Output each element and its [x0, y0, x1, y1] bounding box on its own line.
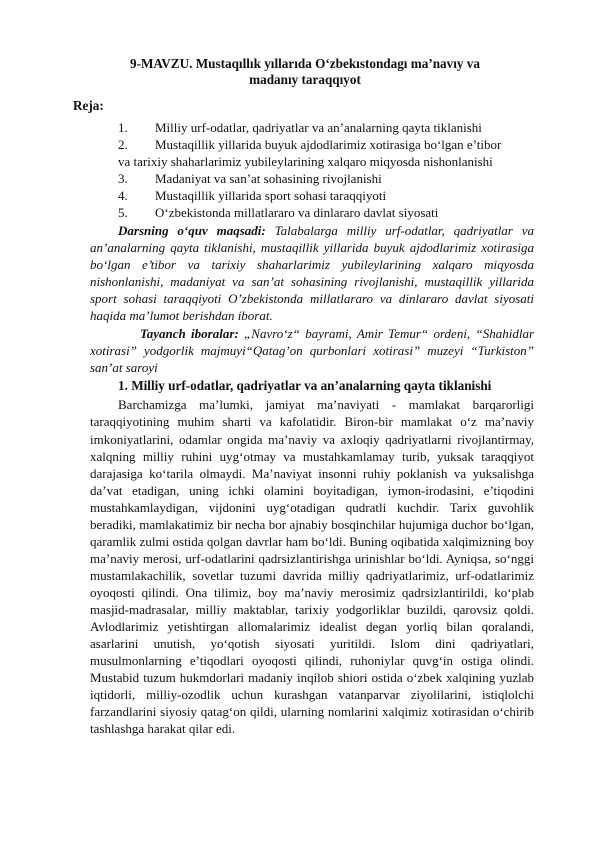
plan-item-continuation	[90, 153, 534, 170]
title-line-1: 9-MAVZU. Mustaqıllık yıllarıda O‘zbekıstondagı ma’navıy va	[130, 56, 480, 71]
plan-item	[90, 119, 534, 136]
plan-item	[90, 204, 534, 221]
plan-heading: Reja:	[73, 98, 104, 113]
key-terms-label: Tayanch iboralar:	[140, 326, 239, 342]
plan-item-text: Madaniyat va san’at sohasining rivojlanishi	[155, 171, 382, 186]
plan-item-text: Mustaqillik yillarida buyuk ajdodlarimiz xotirasiga bo‘lgan e’tibor	[155, 137, 502, 152]
lesson-goal-paragraph	[90, 222, 534, 324]
plan-item-number: 3.	[118, 171, 128, 186]
plan-list	[90, 119, 534, 221]
plan-item-number: 4.	[118, 188, 128, 203]
key-terms-text: „Navro‘z“ bayrami, Amir Temur“ ordeni, “Shahidlar xotirasi” yodgorlik majmuyi“Qatag’on qurbonlari xotirasi” muzeyi “Turkiston” san’at saroyi	[90, 326, 534, 376]
plan-item-number: 5.	[118, 205, 128, 220]
plan-item-text: Milliy urf-odatlar, qadriyatlar va an’analarning qayta tiklanishi	[155, 120, 482, 135]
lesson-goal-text: Talabalarga milliy urf-odatlar, qadriyatlar va an’analarning qayta tiklanishi, mustaqillik yillarida buyuk ajdodlarimiz xotirasiga bo‘lgan e’tibor va tarixiy shaharlarimiz yubileylarining xalqaro miqyosda nishonlanishi, madaniyat va san’at sohasining rivojlanishi, mustaqillik yillarida sport sohasi taraqqiyoti O’zbekistonda millatlararo va dinlararo davlat siyosati haqida ma’lumot berishdan iborat.	[90, 223, 534, 324]
plan-item	[90, 187, 534, 204]
title-line-2: madanıy taraqqıyot	[249, 72, 361, 87]
plan-item	[90, 136, 534, 153]
plan-item-number: 1.	[118, 120, 128, 135]
section-1-title: 1. Milliy urf-odatlar, qadriyatlar va an’analarning qayta tiklanishi	[118, 378, 492, 394]
document-title	[90, 56, 534, 88]
plan-item	[90, 170, 534, 187]
plan-item-number: 2.	[118, 137, 128, 152]
key-terms-paragraph	[90, 325, 534, 376]
plan-item-text: O‘zbekistonda millatlararo va dinlararo davlat siyosati	[155, 205, 439, 220]
lesson-goal-label: Darsning o‘quv maqsadi:	[118, 223, 266, 238]
plan-item-text: Mustaqillik yillarida sport sohasi taraqqiyoti	[155, 188, 387, 203]
plan-item-text: va tarixiy shaharlarimiz yubileylarining xalqaro miqyosda nishonlanishi	[118, 154, 493, 169]
section-1-body: Barchamizga ma’lumki, jamiyat ma’naviyati - mamlakat barqarorligi taraqqiyotining muhim sharti va kafolatidir. Biron-bir mamlakat o‘z ma’naviy imkoniyatlarini, odamlar ongida ma’naviy va axloqiy qadriyatlarni rivojlantirmay, xalqning milliy ruhini uyg‘otmay va mustahkamlamay turib, yuksak taraqqiyot darajasiga ko‘tarila olmaydi. Ma’naviyat insonni ruhiy poklanish va yuksalishga da’vat etadigan, uning ichki olamini boyitadigan, iymon-irodasini, e’tiqodini mustahkamlaydigan, vijdonini uyg‘otadigan qudratli kuchdir. Tarix guvohlik beradiki, mamlakatimiz bir necha bor ajnabiy bosqinchilar hujumiga duchor bo‘lgan, qaramlik zulmi ostida qolgan davrlar ham bo‘ldi. Buning oqibatida xalqimizning boy ma’naviy merosi, urf-odatlarini qadrsizlantirishga urinishlar bo‘ldi. Ayniqsa, so‘nggi mustamlakachilik, sovetlar tuzumi davrida milliy qadriyatlarimiz, urf-odatlarimiz oyoqosti qilindi. Ona tilimiz, boy ma’naviy merosimiz qadrsizlantirildi, ko‘plab masjid-madrasalar, milliy maktablar, tarixiy yodgorliklar buzildi, qarovsiz qoldi. Avlodlarimiz yetishtirgan allomalarimiz idealist degan yorliq bilan qoralandi, asarlarini unutish, yo‘qotish siyosati yuritildi. Islom dini qadriyatlari, musulmonlarning e’tiqodlari oyoqosti qilindi, ruhoniylar quvg‘in ostiga olindi. Mustabid tuzum hukmdorlari madaniy inqilob shiori ostida o‘zbek xalqining yuzlab iqtidorli, milliy-ozodlik uchun kurashgan vatanparvar ziyolilarini, istiqlolchi farzandlarini siyosiy qatag‘on qildi, ularning nomlarini xalqimiz xotirasidan o‘chirib tashlashga harakat qilar edi.	[90, 397, 534, 737]
